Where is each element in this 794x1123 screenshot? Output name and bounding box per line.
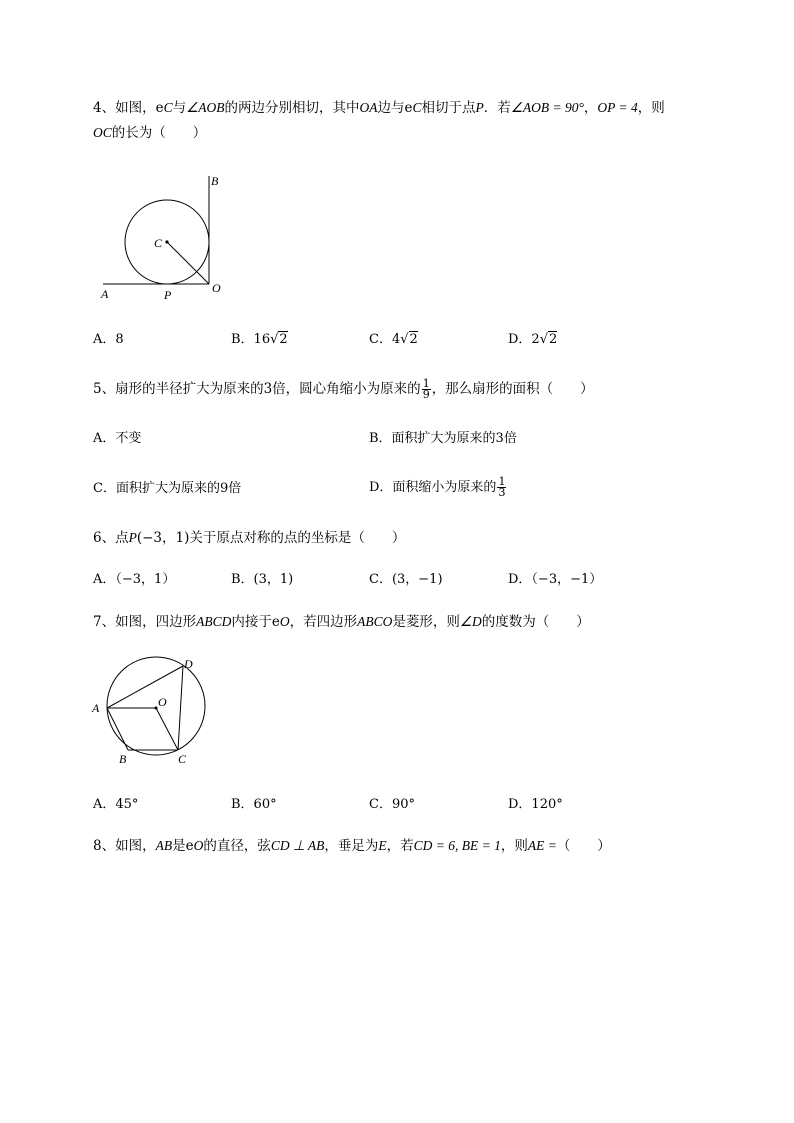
q4-option-d[interactable]	[508, 331, 557, 349]
q8-text-4: ，垂足为	[324, 838, 379, 854]
sqrt-symbol: √	[270, 332, 279, 347]
option-d-text: D．2	[508, 332, 540, 347]
label-p: P	[164, 288, 172, 302]
perpendicular-condition: CD ⊥ AB	[270, 838, 325, 853]
circle-symbol: e	[404, 100, 413, 116]
label-c: C	[178, 752, 187, 766]
q6-option-d[interactable]: D．（−3，−1）	[508, 572, 603, 587]
denominator: 9	[422, 388, 430, 401]
q7-option-a[interactable]: A．45°	[93, 797, 139, 812]
q6-text-end: 关于原点对称的点的坐标是（ ）	[189, 530, 406, 546]
q7-option-d[interactable]: D．120°	[508, 797, 563, 812]
q6-option-a[interactable]: A．（−3，1）	[93, 572, 176, 587]
radicand: 2	[549, 332, 558, 347]
angle-aob: ∠AOB	[186, 100, 225, 115]
text-comma: ，	[583, 100, 598, 116]
q5-option-d[interactable]	[369, 474, 507, 502]
q6-option-c[interactable]: C．(3，−1)	[369, 572, 443, 587]
numerator: 1	[498, 475, 506, 488]
sqrt-symbol: √	[400, 332, 409, 347]
label-o: O	[158, 695, 167, 709]
angle-d: ∠D	[459, 614, 482, 629]
q4-prefix: 4、如图，	[93, 100, 156, 116]
q8-text-end: （ ）	[556, 838, 611, 854]
text-mid4: ．若	[483, 100, 511, 116]
q7-option-c[interactable]: C．90°	[369, 797, 415, 812]
q6-stem	[93, 529, 405, 547]
q4-stem-line2	[93, 124, 206, 142]
segment-dc	[178, 666, 183, 750]
q8-text-5: ，若	[386, 838, 414, 854]
condition-op: OP = 4	[597, 100, 638, 115]
segment-oc: OC	[93, 125, 112, 140]
q7-text-end: 的度数为（ ）	[481, 614, 590, 630]
fraction-one-ninth	[422, 379, 431, 400]
label-d: D	[184, 657, 193, 671]
label-c: C	[154, 236, 163, 250]
segment-ab	[107, 708, 128, 750]
circle-o	[107, 657, 205, 755]
segment-ab: AB	[155, 838, 173, 853]
circle-symbol: e	[271, 614, 280, 630]
segment-ae: AE =	[527, 838, 557, 853]
q7-option-b[interactable]: B．60°	[231, 797, 277, 812]
text-end: ，则	[637, 100, 665, 116]
q6-text-start: 6、点	[93, 530, 129, 546]
quad-abcd: ABCD	[196, 614, 232, 629]
q4-option-c[interactable]	[369, 331, 418, 349]
center-dot	[165, 240, 168, 243]
q5-option-a[interactable]: A．不变	[93, 431, 142, 446]
point-o: O	[279, 614, 290, 629]
denominator: 3	[498, 486, 506, 499]
point-e: E	[378, 838, 387, 853]
label-o: O	[212, 281, 221, 295]
point-o: O	[193, 838, 204, 853]
q5-stem	[93, 375, 594, 403]
circle-symbol: e	[185, 838, 194, 854]
q4-stem-line1	[93, 99, 665, 117]
label-b: B	[119, 752, 127, 766]
q7-text-start: 7、如图，四边形	[93, 614, 197, 630]
q7-text-3: ，若四边形	[289, 614, 358, 630]
q5-option-c[interactable]: C．面积扩大为原来的9倍	[93, 481, 242, 496]
q8-text-6: ，则	[500, 838, 528, 854]
point-c: C	[412, 100, 422, 115]
text-mid: 的两边分别相切，其中	[224, 100, 360, 116]
segment-oc-line	[167, 242, 209, 284]
condition-angle: ∠AOB = 90°	[510, 100, 584, 115]
q7-text-4: 是菱形，则	[392, 614, 460, 630]
q7-figure	[88, 654, 218, 770]
radicand: 2	[409, 332, 418, 347]
q4-option-b[interactable]	[231, 331, 288, 349]
q4-option-a[interactable]: A．8	[93, 332, 124, 347]
text-mid3: 相切于点	[421, 100, 476, 116]
q5-text-start: 5、扇形的半径扩大为原来的3倍，圆心角缩小为原来的	[93, 381, 421, 397]
q8-text-start: 8、如图，	[93, 838, 156, 854]
q6-option-b[interactable]: B．(3，1)	[231, 572, 294, 587]
point-c: C	[163, 100, 173, 115]
segment-oc	[156, 708, 178, 750]
quad-abco: ABCO	[357, 614, 393, 629]
point-coordinates: (−3，1)	[136, 530, 190, 546]
sqrt-symbol: √	[539, 332, 548, 347]
label-a: A	[101, 287, 109, 301]
numerator: 1	[422, 377, 430, 390]
text-mid2: 边与	[377, 100, 405, 116]
segment-oa: OA	[359, 100, 378, 115]
segment-ad	[107, 666, 183, 708]
radicand: 2	[279, 332, 288, 347]
label-a: A	[92, 701, 100, 715]
length-conditions: CD = 6, BE = 1	[413, 838, 501, 853]
q7-text-2: 内接于	[231, 614, 272, 630]
q5-option-b[interactable]: B．面积扩大为原来的3倍	[369, 431, 517, 446]
label-b: B	[211, 174, 219, 188]
q4-figure	[95, 168, 235, 304]
q5-text-end: ，那么扇形的面积（ ）	[431, 381, 594, 397]
q4-question-tail: 的长为（ ）	[111, 125, 207, 141]
q8-stem	[93, 837, 611, 855]
option-d-text: D．面积缩小为原来的	[369, 480, 497, 495]
option-b-text: B．16	[231, 332, 271, 347]
point-p: P	[475, 100, 484, 115]
q8-text-3: 的直径，弦	[203, 838, 271, 854]
q8-text-2: 是	[172, 838, 186, 854]
fraction-one-third	[497, 477, 506, 498]
circle-symbol: e	[155, 100, 164, 116]
text-yu: 与	[172, 100, 187, 116]
point-p: P	[128, 530, 137, 545]
q7-stem	[93, 613, 590, 631]
option-c-text: C．4	[369, 332, 401, 347]
